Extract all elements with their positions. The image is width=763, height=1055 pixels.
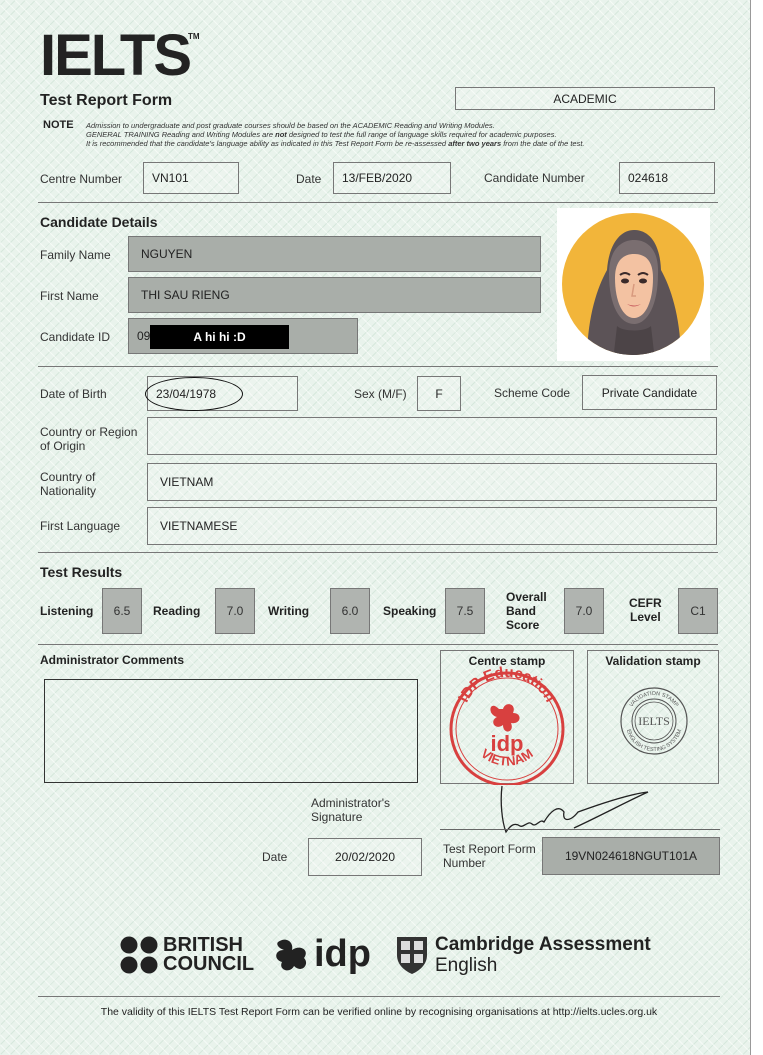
speaking-label: Speaking [383, 604, 437, 618]
svg-text:IDP Education: IDP Education [455, 663, 559, 706]
test-date-field: 13/FEB/2020 [333, 162, 451, 194]
note-line-2: GENERAL TRAINING Reading and Writing Modules are not designed to test the full range of language skills required for academic purposes. [86, 130, 557, 139]
candidate-id-label: Candidate ID [40, 330, 111, 344]
redaction-box: A hi hi :D [150, 325, 289, 349]
british-council-text: BRITISH COUNCIL [163, 934, 255, 975]
sex-label: Sex (M/F) [354, 387, 407, 401]
centre-number-label: Centre Number [40, 172, 123, 186]
candidate-number-label: Candidate Number [484, 171, 585, 185]
writing-label: Writing [268, 604, 310, 618]
scheme-code-field: Private Candidate [582, 375, 717, 410]
cambridge-text: Cambridge Assessment English [435, 934, 651, 976]
form-title: Test Report Form [40, 92, 173, 109]
country-region-label: Country or Region of Origin [40, 425, 138, 453]
note-label: NOTE [43, 119, 74, 131]
divider [38, 202, 718, 203]
first-language-label: First Language [40, 519, 121, 533]
admin-comments-label: Administrator Comments [40, 653, 185, 667]
admin-date-label: Date [262, 850, 288, 864]
candidate-details-heading: Candidate Details [40, 214, 158, 230]
first-name-field: THI SAU RIENG [128, 277, 541, 313]
dob-label: Date of Birth [40, 387, 107, 401]
svg-text:VALIDATION STAMP: VALIDATION STAMP [628, 690, 680, 709]
cambridge-shield-icon [395, 935, 429, 975]
centre-stamp-seal [441, 651, 575, 785]
sex-field: F [417, 376, 461, 411]
cambridge-logo [395, 934, 651, 976]
test-results-heading: Test Results [40, 564, 123, 580]
svg-text:IELTS: IELTS [638, 714, 670, 728]
admin-date-field: 20/02/2020 [308, 838, 422, 876]
family-name-label: Family Name [40, 248, 111, 262]
centre-stamp-box [440, 650, 574, 784]
overall-band-label: Overall Band Score [506, 590, 547, 632]
divider [38, 366, 718, 367]
cefr-level-score: C1 [678, 588, 718, 634]
page-edge [750, 0, 763, 1055]
centre-number-field: VN101 [143, 162, 239, 194]
listening-label: Listening [40, 604, 94, 618]
overall-band-score: 7.0 [564, 588, 604, 634]
nationality-label: Country of Nationality [40, 470, 97, 498]
writing-score: 6.0 [330, 588, 370, 634]
signature-line [440, 829, 720, 830]
date-label: Date [296, 172, 322, 186]
first-name-label: First Name [40, 289, 99, 303]
trademark-mark: TM [188, 32, 200, 41]
candidate-number-field: 024618 [619, 162, 715, 194]
svg-text:ENGLISH TESTING SYSTEM: ENGLISH TESTING SYSTEM [624, 728, 684, 754]
ielts-logo: IELTS [40, 23, 191, 88]
scheme-code-label: Scheme Code [494, 386, 571, 400]
validation-stamp-box [587, 650, 719, 784]
idp-leaf-icon [272, 934, 312, 974]
british-council-dots-icon [120, 936, 158, 974]
footer-divider [38, 996, 720, 997]
module-field [455, 87, 715, 110]
centre-stamp-label: Centre stamp [468, 654, 546, 668]
british-council-logo [120, 936, 254, 974]
validity-note: The validity of this IELTS Test Report Form can be verified online by recognising organisations at http://ielts.ucles.org.uk [100, 1006, 658, 1018]
note-text [86, 121, 585, 148]
validation-seal [588, 651, 720, 785]
nationality-field: VIETNAM [147, 463, 717, 501]
avatar [557, 208, 710, 361]
divider [38, 552, 718, 553]
validation-stamp-label: Validation stamp [605, 654, 701, 668]
idp-text: idp [314, 933, 371, 975]
divider [38, 644, 718, 645]
candidate-photo [557, 208, 710, 361]
dob-field: 23/04/1978 [147, 376, 298, 411]
cefr-level-label: CEFR Level [629, 596, 662, 624]
first-language-field: VIETNAMESE [147, 507, 717, 545]
module-value: ACADEMIC [553, 91, 617, 106]
reading-score: 7.0 [215, 588, 255, 634]
speaking-score: 7.5 [445, 588, 485, 634]
trf-number-label: Test Report Form Number [443, 842, 536, 870]
idp-logo [272, 934, 371, 974]
listening-score: 6.5 [102, 588, 142, 634]
svg-text:idp: idp [490, 731, 524, 756]
trf-number-field: 19VN024618NGUT101A [542, 837, 720, 875]
note-line-3: It is recommended that the candidate's language ability as indicated in this Test Report Form be re-assessed after two years from the date of the test. [86, 139, 585, 148]
dob-circle-mark [145, 377, 243, 411]
reading-label: Reading [153, 604, 201, 618]
signature-label: Administrator's Signature [311, 796, 390, 824]
admin-comments-box [44, 679, 418, 783]
country-region-field [147, 417, 717, 455]
administrator-signature [470, 782, 670, 842]
candidate-id-field: 09 [128, 318, 358, 354]
svg-text:VIETNAM: VIETNAM [478, 745, 536, 769]
family-name-field: NGUYEN [128, 236, 541, 272]
note-line-1: Admission to undergraduate and post graduate courses should be based on the ACADEMIC Reading and Writing Modules. [86, 121, 495, 130]
